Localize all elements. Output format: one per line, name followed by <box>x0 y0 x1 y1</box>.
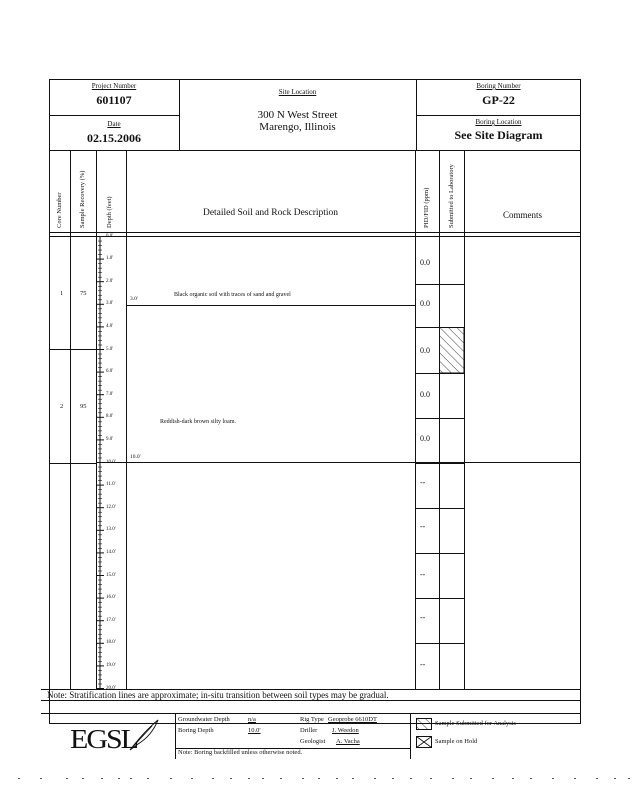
boring-log-frame <box>49 79 581 724</box>
header-bottom-line <box>49 150 581 151</box>
core-divider-2 <box>49 463 96 464</box>
core-1-number: 1 <box>60 290 64 297</box>
core-2-recovery: 95 <box>80 403 87 410</box>
core-2-number: 2 <box>60 403 64 410</box>
sample-interval-line <box>415 418 464 419</box>
footer-vline-2 <box>410 713 411 759</box>
hold-legend-icon <box>416 736 432 748</box>
depth-tick-label: 7.0' <box>106 391 114 397</box>
scan-speck <box>40 778 42 779</box>
stratum-2-description: Reddish-dark brown silty loam. <box>160 419 236 425</box>
header-right-divider <box>416 115 581 116</box>
site-location-line1: 300 N West Street <box>257 109 338 121</box>
depth-tick-label: 11.0' <box>106 482 116 488</box>
boring-depth-value: 10.0' <box>248 727 261 734</box>
note-line <box>41 700 581 701</box>
scan-speck <box>512 778 514 779</box>
comments-header: Comments <box>502 210 542 220</box>
pid-header: PID/FID (ppm) <box>423 187 430 228</box>
depth-tick-label: 12.0' <box>106 504 116 510</box>
scan-speck <box>66 778 68 779</box>
depth-tick-label: 0.0' <box>106 233 114 239</box>
scan-speck <box>410 778 412 779</box>
geologist-label: Geologist <box>300 738 326 745</box>
scan-speck <box>230 778 232 779</box>
core-1-recovery: 75 <box>80 290 87 297</box>
sample-interval-line <box>415 643 464 644</box>
scan-speck <box>574 778 576 779</box>
boring-number-label: Boring Number <box>476 82 521 90</box>
pid-reading: -- <box>420 660 426 669</box>
pid-reading: 0.0 <box>420 434 430 443</box>
sample-recovery-header: Sample Recovery (%) <box>79 170 86 228</box>
col-line-pid <box>439 150 440 689</box>
scan-speck <box>262 778 264 779</box>
depth-tick-label: 14.0' <box>106 549 116 555</box>
scan-speck <box>470 778 472 779</box>
scan-speck <box>492 778 494 779</box>
rig-type-label: Rig Type <box>300 716 324 723</box>
date-label: Date <box>107 120 121 128</box>
geologist-value: A. Vacha <box>336 738 360 745</box>
driller-label: Driller <box>300 727 318 734</box>
footer-vline-1 <box>175 713 176 759</box>
date-value: 02.15.2006 <box>87 131 141 145</box>
submitted-legend-icon <box>416 718 432 730</box>
scan-speck <box>352 778 354 779</box>
submitted-header: Submitted to Laboratory <box>448 164 455 228</box>
egsl-logo: EGSL <box>70 724 137 755</box>
scan-speck <box>392 778 394 779</box>
site-location-label: Site Location <box>278 88 317 96</box>
sample-interval-line <box>415 508 464 509</box>
scan-speck <box>628 778 630 779</box>
pid-reading: 0.0 <box>420 299 430 308</box>
scan-speck <box>302 778 304 779</box>
groundwater-label: Groundwater Depth <box>178 716 230 723</box>
pid-reading: -- <box>420 478 426 487</box>
scan-speck <box>147 778 149 779</box>
depth-tick-label: 9.0' <box>106 436 114 442</box>
depth-tick-label: 16.0' <box>106 595 116 601</box>
scan-speck <box>82 778 84 779</box>
stratum-1-depth: 3.0' <box>130 296 138 302</box>
col-line-core <box>70 150 71 689</box>
legend-hold: Sample on Hold <box>435 738 478 745</box>
legend-submitted: Sample Submitted for Analysis <box>435 720 517 727</box>
depth-tick-label: 18.0' <box>106 640 116 646</box>
scan-speck <box>212 778 214 779</box>
scan-speck <box>130 778 132 779</box>
depth-tick-label: 8.0' <box>106 414 114 420</box>
scan-speck <box>280 778 282 779</box>
feather-icon <box>128 718 160 752</box>
stratum-2-depth: 10.0' <box>130 454 141 460</box>
depth-tick-label: 2.0' <box>106 278 114 284</box>
depth-tick-label: 20.0' <box>106 685 116 691</box>
depth-tick-label: 6.0' <box>106 369 114 375</box>
pid-reading: 0.0 <box>420 258 430 267</box>
sample-interval-line <box>415 598 464 599</box>
backfill-note: Note: Boring backfilled unless otherwise noted. <box>178 749 303 756</box>
scan-speck <box>552 778 554 779</box>
depth-tick-label: 10.0' <box>106 459 116 465</box>
core-divider-1 <box>49 349 96 350</box>
scan-speck <box>18 778 20 779</box>
col-line-desc <box>415 150 416 689</box>
boring-location: See Site Diagram <box>454 128 543 142</box>
boring-location-label: Boring Location <box>475 118 522 126</box>
stratum-boundary-1 <box>126 305 415 306</box>
groundwater-value: n/a <box>248 716 256 723</box>
column-header-line <box>49 232 581 233</box>
depth-tick-label: 1.0' <box>106 256 114 262</box>
rig-type-value: Geoprobe 6610DT <box>328 716 377 723</box>
sample-interval-line <box>415 373 464 374</box>
col-line-submitted <box>464 150 465 689</box>
project-number-label: Project Number <box>91 82 137 90</box>
scan-speck <box>101 778 103 779</box>
pid-reading: 0.0 <box>420 346 430 355</box>
scan-speck <box>374 778 376 779</box>
depth-header: Depth (feet) <box>106 196 113 228</box>
depth-tick-label: 17.0' <box>106 617 116 623</box>
stratification-note: Note: Stratification lines are approximate; in-situ transition between soil types may be gradual. <box>47 690 389 700</box>
project-number: 601107 <box>96 93 132 107</box>
scan-speck <box>614 778 616 779</box>
description-header: Detailed Soil and Rock Description <box>202 208 339 218</box>
pid-reading: -- <box>420 613 426 622</box>
scan-speck <box>170 778 172 779</box>
depth-tick-label: 5.0' <box>106 346 114 352</box>
sample-submitted-box <box>439 327 464 373</box>
pid-reading: -- <box>420 522 426 531</box>
depth-tick-label: 4.0' <box>106 323 114 329</box>
core-number-header: Core Number <box>56 192 63 228</box>
scan-speck <box>596 778 598 779</box>
scan-speck <box>430 778 432 779</box>
depth-tick-label: 3.0' <box>106 301 114 307</box>
scan-speck <box>191 778 193 779</box>
scan-speck <box>318 778 320 779</box>
scan-speck <box>248 778 250 779</box>
stratum-1-description: Black organic soil with traces of sand and gravel <box>174 292 291 298</box>
scan-speck <box>118 778 120 779</box>
header-left-divider <box>49 115 179 116</box>
depth-tick-label: 15.0' <box>106 572 116 578</box>
footer-mid-line <box>41 713 581 714</box>
scan-speck <box>336 778 338 779</box>
boring-depth-label: Boring Depth <box>178 727 214 734</box>
depth-tick-label: 13.0' <box>106 527 116 533</box>
pid-reading: 0.0 <box>420 390 430 399</box>
site-location-line2: Marengo, Illinois <box>259 121 336 133</box>
boring-number: GP-22 <box>482 93 515 107</box>
depth-tick-label: 19.0' <box>106 662 116 668</box>
sample-interval-line <box>415 284 464 285</box>
pid-reading: -- <box>420 570 426 579</box>
scan-speck <box>452 778 454 779</box>
scan-speck <box>530 778 532 779</box>
sample-interval-line <box>415 463 464 464</box>
driller-value: J. Weedon <box>332 727 359 734</box>
col-line-depth <box>126 150 127 689</box>
sample-interval-line <box>415 553 464 554</box>
